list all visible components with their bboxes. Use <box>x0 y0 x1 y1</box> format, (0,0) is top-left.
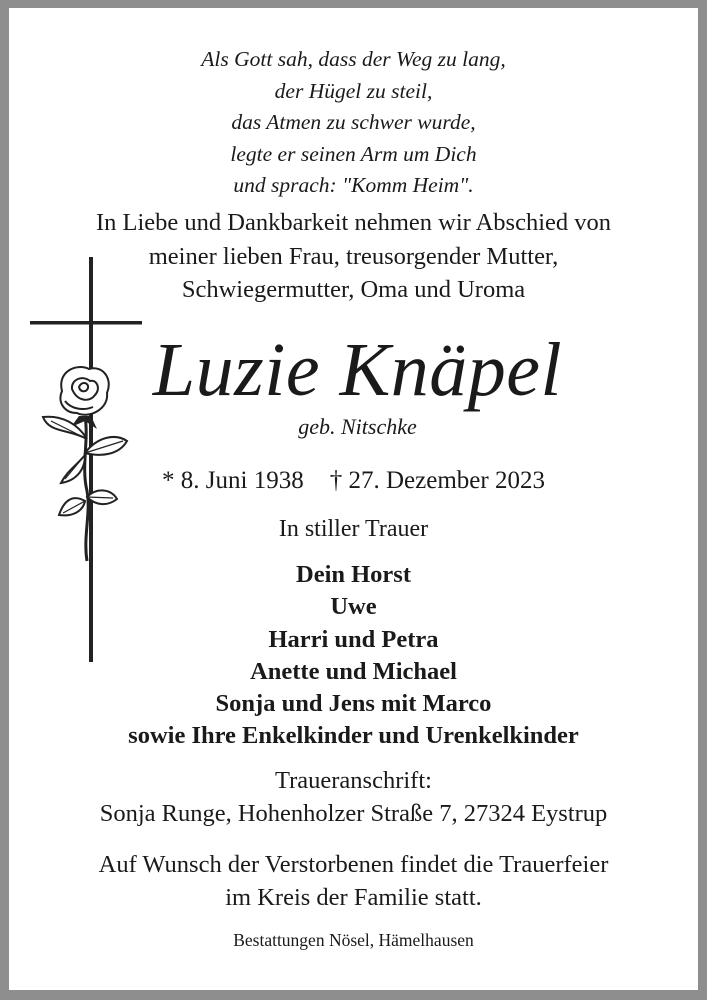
undertaker: Bestattungen Nösel, Hämelhausen <box>233 930 474 950</box>
mourning-address <box>9 764 698 830</box>
intro-line: meiner lieben Frau, treusorgender Mutter, <box>148 242 559 270</box>
family-member: Dein Horst <box>296 561 411 588</box>
death-date: † 27. Dezember 2023 <box>329 467 545 494</box>
notice-line: im Kreis der Familie statt. <box>225 884 482 911</box>
intro-line: In Liebe und Dankbarkeit nehmen wir Abschied von <box>95 209 612 236</box>
family-member: Uwe <box>330 593 377 621</box>
deceased-name: Luzie Knäpel <box>152 328 563 412</box>
intro-text <box>9 206 698 307</box>
poem-line: legte er seinen Arm um Dich <box>230 141 477 166</box>
poem-line: der Hügel zu steil, <box>274 78 433 103</box>
poem <box>9 44 698 202</box>
family-member: sowie Ihre Enkelkinder und Urenkelkinder <box>128 722 579 750</box>
obituary-card <box>9 8 698 990</box>
address-value: Sonja Runge, Hohenholzer Straße 7, 27324 Eystrup <box>99 800 608 827</box>
mourning-line: In stiller Trauer <box>278 516 429 542</box>
funeral-notice <box>9 848 698 914</box>
address-label: Traueranschrift: <box>275 767 432 794</box>
poem-line: und sprach: "Komm Heim". <box>233 173 474 197</box>
poem-line: Als Gott sah, dass der Weg zu lang, <box>201 47 506 71</box>
life-dates <box>9 464 698 498</box>
family-member: Sonja und Jens mit Marco <box>215 690 492 718</box>
poem-line: das Atmen zu schwer wurde, <box>231 110 476 134</box>
birth-name: geb. Nitschke <box>298 414 417 439</box>
family-list <box>9 559 698 753</box>
birth-date: * 8. Juni 1938 <box>162 467 304 494</box>
intro-line: Schwiegermutter, Oma und Uroma <box>181 276 526 303</box>
family-member: Anette und Michael <box>250 657 457 685</box>
notice-line: Auf Wunsch der Verstorbenen findet die Trauerfeier <box>98 851 609 878</box>
family-member: Harri und Petra <box>268 625 439 653</box>
